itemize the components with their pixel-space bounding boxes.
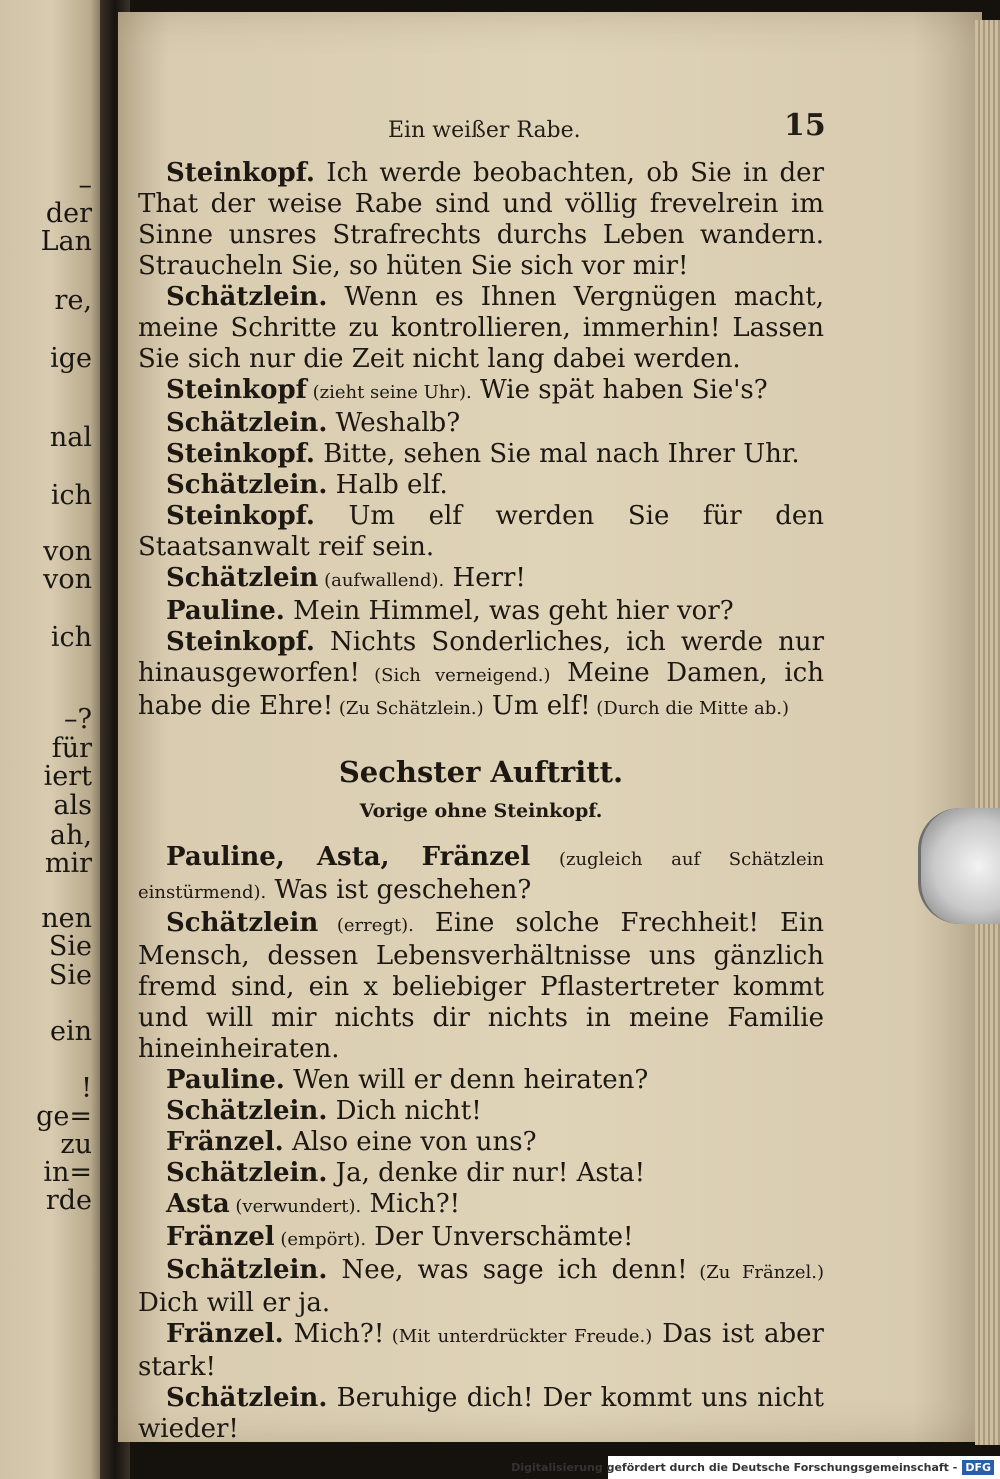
speaker: Schätzlein [166, 563, 319, 593]
left-page-fragment: zu [60, 1129, 92, 1160]
dialogue-line [138, 501, 824, 563]
dialogue-line [138, 908, 824, 1065]
dialogue-line [138, 1255, 824, 1319]
scene-cast: Vorige ohne Steinkopf. [359, 800, 603, 822]
left-page-fragment: nen [41, 903, 92, 934]
dialogue-line [138, 375, 824, 408]
left-page-fragment: ah, [49, 820, 92, 851]
speech: Wenn es Ihnen Vergnügen macht, meine Schritte zu kontrollieren, immerhin! Lassen Sie sich nur die Zeit nicht lang dabei werden. [138, 282, 824, 374]
speech: Halb elf. [327, 470, 448, 500]
speaker: Steinkopf. [166, 627, 315, 657]
left-page-fragment: – [78, 170, 92, 201]
dialogue-block-2 [138, 842, 824, 1445]
speech: Dich nicht! [327, 1096, 482, 1126]
left-page-fragment: als [53, 790, 92, 821]
left-page-fragment: der [45, 198, 92, 229]
dialogue-line [138, 439, 824, 470]
dialogue-line [138, 1222, 824, 1255]
stage-direction: (Sich verneigend.) [359, 665, 551, 686]
digitization-footer [511, 1456, 1000, 1479]
page-number: 15 [784, 108, 826, 143]
dialogue-line [138, 1158, 824, 1189]
left-page-fragment: Sie [48, 960, 92, 991]
left-page-fragment: ich [50, 480, 92, 511]
left-page-fragment: von [43, 564, 92, 595]
left-page-edge [0, 0, 110, 1479]
stage-direction: (Mit unterdrückter Freude.) [384, 1326, 653, 1347]
speaker: Schätzlein. [166, 1158, 328, 1188]
dfg-logo: DFG [962, 1460, 994, 1475]
stage-direction: (verwundert). [229, 1196, 362, 1217]
left-page-fragment: Lan [40, 226, 92, 257]
left-page-fragment: ! [81, 1073, 92, 1104]
stage-direction: (Durch die Mitte ab.) [590, 698, 789, 719]
speech: Mich?! [283, 1319, 385, 1349]
speaker: Schätzlein. [166, 1255, 328, 1285]
left-page-fragment: iert [43, 761, 92, 792]
speech: Bitte, sehen Sie mal nach Ihrer Uhr. [314, 439, 800, 469]
speech: Mich?! [361, 1189, 461, 1219]
speech: Mein Himmel, was geht hier vor? [284, 596, 734, 626]
left-page-fragment: ige [50, 343, 92, 374]
left-page-fragment: ich [50, 622, 92, 653]
left-page-fragment: rde [45, 1185, 92, 1216]
dialogue-line [138, 596, 824, 627]
left-page-fragment: –? [64, 704, 92, 735]
speech: Herr! [444, 563, 526, 593]
footer-credit: Digitalisierung gefördert durch die Deutsche Forschungsgemeinschaft - [511, 1461, 958, 1474]
stage-direction: (zugleich auf Schätzlein einstürmend). [138, 849, 825, 903]
stage-direction: (erregt). [318, 915, 414, 936]
dialogue-line [138, 1127, 824, 1158]
speaker: Steinkopf. [166, 439, 315, 469]
left-page-fragment: ein [49, 1016, 92, 1047]
speech: Was ist geschehen? [266, 875, 532, 905]
speech: Nichts Sonderliches, ich werde nur hinausgeworfen! [138, 627, 824, 688]
speech: Um elf werden Sie für den Staatsanwalt reif sein. [138, 501, 824, 562]
speaker: Fränzel [166, 1222, 275, 1252]
speech: Wen will er denn heiraten? [284, 1065, 649, 1095]
dialogue-line [138, 408, 824, 439]
dialogue-line [138, 842, 824, 908]
speech: Um elf! [483, 691, 591, 721]
stage-direction: (Zu Fränzel.) [687, 1262, 824, 1283]
left-page-fragment: re, [54, 285, 92, 316]
speech: Der Unverschämte! [366, 1222, 634, 1252]
stage-direction: (Zu Schätzlein.) [333, 698, 484, 719]
speaker: Fränzel. [166, 1319, 284, 1349]
page-body [138, 158, 824, 1445]
speaker: Schätzlein. [166, 282, 328, 312]
speech: Dich will er ja. [138, 1288, 331, 1318]
speech: Eine solche Frechheit! Ein Mensch, dessen Lebensverhältnisse uns gänzlich fremd sind, ein x beliebiger Pflastertreter kommt und will mir nichts dir nichts in meine Familie hineinheiraten. [138, 908, 824, 1064]
stage-direction: (empört). [274, 1229, 367, 1250]
speaker: Pauline. [166, 1065, 285, 1095]
speaker: Schätzlein. [166, 1096, 328, 1126]
dialogue-line [138, 1096, 824, 1127]
scene-heading: Sechster Auftritt. [338, 755, 624, 789]
page-edge-stack [975, 20, 1000, 1445]
dialogue-line [138, 627, 824, 724]
speaker: Steinkopf [166, 375, 307, 405]
speaker: Pauline. [166, 596, 285, 626]
stage-direction: (zieht seine Uhr). [306, 382, 472, 403]
speech: Ich werde beobachten, ob Sie in der That der weise Rabe sind und völlig frevelrein im Sinne unsres Strafrechts durchs Leben wandern. Straucheln Sie, so hüten Sie sich vor mir! [138, 158, 824, 281]
speech: Also eine von uns? [283, 1127, 537, 1157]
left-page-fragment: nal [49, 422, 92, 453]
left-page-fragment: ge= [36, 1101, 92, 1132]
page-header [0, 108, 1000, 144]
dialogue-line [138, 470, 824, 501]
speaker: Schätzlein. [166, 1383, 328, 1413]
speaker: Fränzel. [166, 1127, 284, 1157]
speaker: Asta [166, 1189, 230, 1219]
speech: Das ist aber stark! [138, 1319, 824, 1382]
left-page-fragment: Sie [48, 931, 92, 962]
dialogue-line [138, 158, 824, 282]
speaker: Steinkopf. [166, 158, 315, 188]
dialogue-line [138, 1189, 824, 1222]
speech: Weshalb? [327, 408, 461, 438]
speech: Beruhige dich! Der kommt uns nicht wieder! [138, 1383, 824, 1444]
dialogue-line [138, 1319, 824, 1383]
left-page-fragment: für [51, 733, 92, 764]
speaker: Schätzlein [166, 908, 319, 938]
left-page-fragment: in= [43, 1157, 92, 1188]
speech: Ja, denke dir nur! Asta! [327, 1158, 646, 1188]
stage-direction: (aufwallend). [318, 570, 445, 591]
dialogue-line [138, 563, 824, 596]
dialogue-line [138, 282, 824, 375]
dialogue-line [138, 1383, 824, 1445]
left-page-fragment: von [43, 536, 92, 567]
speech: Meine Damen, ich habe die Ehre! [138, 658, 824, 721]
left-page-fragment: mir [44, 848, 92, 879]
speaker: Pauline, Asta, Fränzel [166, 842, 531, 872]
running-title: Ein weißer Rabe. [388, 118, 581, 143]
speaker: Steinkopf. [166, 501, 315, 531]
speech: Wie spät haben Sie's? [471, 375, 768, 405]
speaker: Schätzlein. [166, 408, 328, 438]
dialogue-block-1 [138, 158, 824, 724]
dialogue-line [138, 1065, 824, 1096]
clip-holder [918, 808, 1000, 924]
speaker: Schätzlein. [166, 470, 328, 500]
speech: Nee, was sage ich denn! [327, 1255, 688, 1285]
